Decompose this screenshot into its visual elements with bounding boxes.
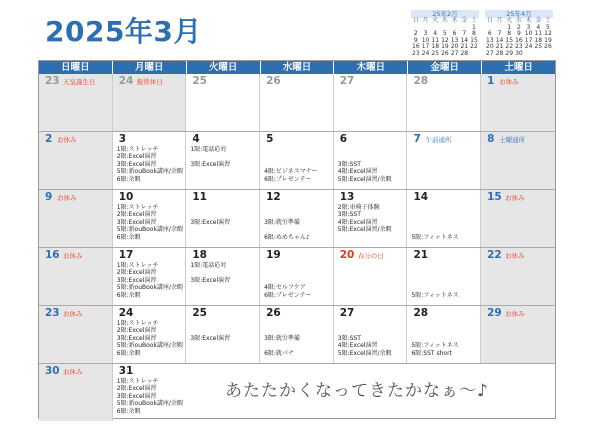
schedule-line — [190, 320, 230, 327]
schedule-line: 5限:新ouBook講座/余暇 — [116, 226, 183, 234]
mini-day: 22 — [505, 43, 514, 51]
day-cell[interactable] — [39, 190, 113, 247]
schedule-line: 3限:Excel演習 — [116, 392, 157, 400]
schedule-line — [190, 350, 230, 357]
class-schedule — [338, 320, 392, 357]
day-number: 6 — [339, 133, 348, 145]
schedule-line: 2限:車椅子体験 — [337, 204, 380, 211]
schedule-line: 1限:ストレッチ — [116, 146, 159, 153]
class-schedule — [117, 378, 183, 415]
mini-day: 27 — [450, 49, 459, 57]
day-number: 7 — [413, 133, 421, 145]
schedule-line — [190, 284, 230, 291]
mini-day: 17 — [524, 36, 533, 44]
schedule-line: 5限:フィットネス — [411, 342, 459, 350]
class-schedule — [411, 204, 458, 241]
mini-calendar-header: 25年4月 — [485, 10, 553, 18]
day-cell[interactable] — [186, 74, 260, 131]
schedule-line — [411, 226, 458, 233]
mini-day: 29 — [505, 49, 514, 57]
day-number: 12 — [266, 191, 281, 203]
day-cell[interactable] — [407, 248, 481, 305]
mini-weekday: 土 — [470, 17, 477, 24]
day-cell[interactable] — [260, 306, 334, 363]
day-cell[interactable] — [481, 132, 555, 189]
mini-day: 2 — [516, 23, 521, 31]
calendar-week-row — [39, 248, 555, 306]
day-cell[interactable] — [186, 248, 260, 305]
schedule-line: 6限:余暇 — [116, 349, 141, 357]
schedule-line: 5限:Excel演習/余暇 — [337, 349, 392, 357]
schedule-line — [338, 153, 392, 160]
day-number: 15 — [487, 191, 502, 203]
schedule-line: 1限:ストレッチ — [116, 262, 159, 269]
mini-day: 8 — [507, 30, 512, 38]
schedule-line: 3限:SST — [337, 160, 361, 168]
day-cell[interactable] — [407, 132, 481, 189]
day-number: 24 — [118, 307, 134, 319]
day-cell[interactable] — [481, 190, 555, 247]
schedule-line: 1限:ストレッチ — [116, 378, 159, 385]
day-number: 17 — [118, 249, 134, 261]
mini-calendar-week — [485, 51, 553, 58]
day-note: お休み — [57, 194, 77, 202]
schedule-line: 3限:Excel演習 — [116, 218, 157, 226]
mini-day: 14 — [460, 36, 469, 44]
day-cell[interactable] — [407, 190, 481, 247]
day-note: お休み — [63, 310, 83, 318]
schedule-line — [411, 327, 458, 334]
day-number: 2 — [45, 133, 53, 145]
day-cell[interactable] — [113, 248, 187, 305]
schedule-line — [411, 211, 458, 218]
day-cell[interactable] — [260, 132, 334, 189]
message-text: あたたかくなってきたかなぁ～♪ — [225, 381, 489, 401]
day-note: お休み — [63, 368, 83, 376]
day-note: お休み — [505, 252, 525, 260]
mini-day: 12 — [544, 30, 552, 38]
class-schedule — [117, 320, 183, 357]
schedule-line — [411, 320, 458, 327]
mini-day: 19 — [441, 43, 449, 51]
class-schedule — [338, 146, 392, 183]
mini-day: 18 — [431, 43, 440, 51]
day-cell[interactable] — [186, 190, 260, 247]
schedule-line: 4限:セルフケア — [264, 284, 306, 292]
mini-day: 11 — [534, 30, 543, 38]
mini-day: 7 — [497, 30, 502, 38]
mini-day: 17 — [421, 43, 430, 51]
schedule-line: 3限:Excel演習 — [190, 276, 231, 284]
schedule-line: 5限:フィットネス — [411, 233, 459, 241]
mini-day: 6 — [452, 30, 457, 38]
day-number: 28 — [413, 75, 429, 87]
day-cell[interactable] — [481, 74, 555, 131]
class-schedule — [190, 204, 230, 241]
class-schedule — [190, 320, 230, 357]
day-number: 10 — [118, 191, 134, 203]
mini-day: 9 — [413, 36, 418, 44]
mini-day: 24 — [421, 49, 430, 57]
day-number: 19 — [266, 249, 281, 261]
day-note: 振替休日 — [136, 78, 163, 86]
day-cell[interactable] — [39, 132, 113, 189]
day-cell[interactable] — [334, 74, 408, 131]
schedule-line — [190, 269, 230, 276]
schedule-line: 3限:Excel演習 — [190, 334, 231, 342]
mini-day: 27 — [486, 49, 494, 57]
day-number: 29 — [487, 307, 502, 319]
schedule-line — [190, 168, 230, 175]
class-schedule — [117, 146, 183, 183]
schedule-line — [264, 204, 310, 211]
class-schedule — [264, 146, 318, 183]
mini-day: 23 — [515, 43, 523, 51]
mini-day: 12 — [441, 36, 449, 44]
schedule-line: 6限:余暇 — [116, 291, 141, 299]
schedule-line: 3限:SST — [337, 334, 361, 342]
mini-day: 30 — [515, 49, 523, 57]
schedule-line — [411, 277, 458, 284]
mini-day: 10 — [524, 30, 533, 38]
calendar-week-row — [39, 132, 555, 190]
day-number: 21 — [413, 249, 429, 261]
schedule-line: 1限:ストレッチ — [116, 320, 159, 327]
weekday-header — [39, 61, 555, 74]
day-number: 16 — [45, 249, 60, 261]
day-cell[interactable] — [113, 364, 187, 421]
weekday-label: 火曜日 — [187, 61, 261, 74]
mini-day: 9 — [516, 30, 521, 38]
mini-calendar-week — [411, 51, 479, 58]
mini-weekday: 木 — [451, 17, 458, 24]
schedule-line — [190, 204, 230, 211]
schedule-line — [190, 327, 230, 334]
class-schedule — [411, 320, 458, 357]
schedule-line: 3限:SST — [337, 211, 361, 219]
schedule-line: 6限:めめちゃん♪ — [264, 233, 310, 241]
day-cell[interactable] — [334, 190, 408, 247]
day-number: 8 — [487, 133, 495, 145]
weekday-label: 日曜日 — [39, 61, 113, 74]
schedule-line — [264, 342, 300, 349]
schedule-line: 2限:Excel演習 — [116, 211, 157, 219]
mini-weekday: 火 — [506, 17, 513, 24]
day-number: 27 — [339, 307, 355, 319]
calendar-week-row — [39, 190, 555, 248]
schedule-line — [190, 153, 230, 160]
day-cell[interactable] — [186, 306, 260, 363]
mini-day: 20 — [486, 43, 494, 51]
day-cell[interactable] — [260, 248, 334, 305]
schedule-line: 6限:余暇 — [116, 175, 141, 183]
class-schedule — [264, 262, 312, 299]
mini-day: 16 — [515, 36, 523, 44]
day-cell[interactable] — [334, 248, 408, 305]
schedule-line: 4限:Excel演習 — [337, 218, 378, 226]
schedule-line: 2限:Excel演習 — [116, 385, 157, 393]
schedule-line: 5限:フィットネス — [411, 291, 459, 299]
mini-day: 20 — [450, 43, 459, 51]
mini-weekday: 土 — [544, 17, 551, 24]
schedule-line — [411, 262, 458, 269]
day-number: 30 — [45, 365, 60, 377]
schedule-line — [190, 211, 230, 218]
day-note: 天皇誕生日 — [63, 78, 96, 86]
mini-weekday: 水 — [515, 17, 522, 24]
mini-day: 13 — [450, 36, 459, 44]
schedule-line — [264, 320, 300, 327]
mini-day: 13 — [486, 36, 494, 44]
schedule-line: 6限:就パナ — [264, 349, 294, 357]
schedule-line: 2限:Excel演習 — [116, 153, 157, 161]
schedule-line: 5限:新ouBook講座/余暇 — [116, 342, 183, 350]
schedule-line — [190, 176, 230, 183]
day-number: 31 — [118, 365, 134, 377]
weekday-label: 水曜日 — [261, 61, 335, 74]
mini-day: 19 — [544, 36, 552, 44]
day-note: お休み — [505, 310, 525, 318]
day-number: 28 — [413, 307, 429, 319]
schedule-line — [264, 146, 318, 153]
day-number: 3 — [118, 133, 126, 145]
mini-day: 25 — [431, 49, 440, 57]
schedule-line: 3限:Excel演習 — [116, 276, 157, 284]
mini-day: 5 — [546, 23, 550, 31]
day-cell[interactable] — [39, 74, 113, 131]
day-number: 9 — [45, 191, 53, 203]
day-number: 22 — [487, 249, 502, 261]
mini-day: 21 — [460, 43, 469, 51]
schedule-line: 2限:Excel演習 — [116, 327, 157, 335]
class-schedule — [264, 320, 300, 357]
day-cell[interactable] — [334, 306, 408, 363]
mini-day — [469, 51, 479, 58]
schedule-line: 4限:ビジネスマナー — [264, 168, 318, 176]
schedule-line — [264, 226, 310, 233]
schedule-line: 5限:新ouBook講座/余暇 — [116, 284, 183, 292]
schedule-line: 3限:就労準備 — [264, 218, 300, 226]
mini-day: 10 — [421, 36, 430, 44]
day-cell[interactable] — [113, 190, 187, 247]
day-cell[interactable] — [39, 248, 113, 305]
class-schedule — [264, 204, 310, 241]
day-cell[interactable] — [39, 306, 113, 363]
schedule-line — [264, 327, 300, 334]
schedule-line: 3限:Excel演習 — [190, 218, 231, 226]
mini-day: 22 — [470, 43, 478, 51]
mini-day: 6 — [487, 30, 492, 38]
schedule-line: 5限:Excel演習/余暇 — [337, 175, 392, 183]
day-cell[interactable] — [39, 364, 113, 421]
day-cell[interactable] — [186, 132, 260, 189]
mini-day: 8 — [472, 30, 476, 38]
mini-day — [533, 51, 543, 58]
schedule-line — [338, 146, 392, 153]
day-note: お休み — [499, 78, 519, 86]
mini-weekday: 月 — [422, 17, 429, 24]
day-cell[interactable] — [113, 132, 187, 189]
day-number: 13 — [339, 191, 355, 203]
day-number: 5 — [266, 133, 274, 145]
weekday-label: 金曜日 — [408, 61, 482, 74]
class-schedule — [117, 204, 183, 241]
day-number: 26 — [266, 307, 281, 319]
weekday-label: 月曜日 — [113, 61, 187, 74]
day-number: 4 — [192, 133, 200, 145]
schedule-line: 2限:Excel演習 — [116, 269, 157, 277]
mini-day: 15 — [505, 36, 514, 44]
day-cell[interactable] — [260, 190, 334, 247]
class-schedule — [338, 204, 392, 241]
day-note: お休み — [63, 252, 83, 260]
schedule-line — [338, 327, 392, 334]
mini-weekday: 日 — [486, 17, 493, 24]
schedule-line: 6限:余暇 — [116, 233, 141, 241]
mini-calendar-weekdays — [411, 18, 479, 25]
day-number: 24 — [118, 75, 134, 87]
mini-weekday: 金 — [535, 17, 542, 24]
schedule-line: 5限:Excel演習/余暇 — [337, 226, 392, 234]
day-note: お休み — [57, 136, 77, 144]
mini-day: 16 — [412, 43, 420, 51]
mini-day: 7 — [462, 30, 467, 38]
mini-day: 4 — [536, 23, 541, 31]
schedule-line — [338, 234, 392, 241]
schedule-line: 3限:就労準備 — [264, 334, 300, 342]
mini-day — [543, 51, 553, 58]
schedule-line: 3限:Excel演習 — [190, 160, 231, 168]
class-schedule — [117, 262, 183, 299]
day-cell[interactable] — [481, 248, 555, 305]
mini-weekday: 金 — [461, 17, 468, 24]
mini-day: 24 — [524, 43, 533, 51]
mini-day: 18 — [534, 36, 543, 44]
weekday-label: 木曜日 — [334, 61, 408, 74]
page-title: 2025年3月 — [45, 15, 202, 48]
schedule-line: 6限:プレゼンテー — [264, 175, 312, 183]
mini-weekday: 月 — [496, 17, 503, 24]
mini-day: 28 — [460, 49, 469, 57]
day-cell[interactable] — [113, 306, 187, 363]
mini-day: 15 — [470, 36, 478, 44]
mini-day: 4 — [433, 30, 438, 38]
day-number: 23 — [45, 307, 60, 319]
month-calendar — [38, 60, 556, 419]
schedule-line — [264, 262, 312, 269]
mini-weekday: 日 — [412, 17, 419, 24]
schedule-line — [190, 342, 230, 349]
schedule-line — [264, 153, 318, 160]
mini-day: 28 — [495, 49, 504, 57]
schedule-line — [338, 320, 392, 327]
schedule-line: 5限:新ouBook講座/余暇 — [116, 400, 183, 408]
calendar-grid — [39, 74, 555, 421]
schedule-line — [264, 211, 310, 218]
mini-day — [524, 51, 534, 58]
mini-weekday: 火 — [432, 17, 439, 24]
schedule-line: 5限:新ouBook講座/余暇 — [116, 168, 183, 176]
schedule-line: 4限:Excel演習 — [337, 342, 378, 350]
day-number: 18 — [192, 249, 207, 261]
mini-calendar-next — [485, 10, 553, 58]
mini-day: 26 — [441, 49, 449, 57]
mini-calendar-header: 25年2月 — [411, 10, 479, 18]
day-number: 27 — [339, 75, 355, 87]
day-number: 23 — [45, 75, 60, 87]
mini-weekday: 水 — [441, 17, 448, 24]
mini-day: 5 — [442, 30, 447, 38]
day-cell[interactable] — [260, 74, 334, 131]
schedule-line: 4限:Excel演習 — [337, 168, 378, 176]
schedule-line: 6限:プレゼンテー — [264, 291, 312, 299]
schedule-line: 6限:余暇 — [116, 407, 141, 415]
mini-day: 21 — [495, 43, 504, 51]
mini-day: 2 — [413, 30, 418, 38]
day-number: 14 — [413, 191, 429, 203]
mini-day: 25 — [534, 43, 543, 51]
schedule-line: 1限:ストレッチ — [116, 204, 159, 211]
day-cell[interactable] — [407, 306, 481, 363]
schedule-line: 6限:SST short — [411, 349, 452, 357]
day-number: 20 — [339, 249, 355, 261]
mini-day: 3 — [423, 30, 428, 38]
schedule-line — [264, 269, 312, 276]
day-number: 25 — [192, 307, 207, 319]
mini-day: 14 — [495, 36, 504, 44]
schedule-line — [190, 292, 230, 299]
day-cell[interactable] — [407, 74, 481, 131]
class-schedule — [190, 146, 230, 183]
schedule-line: 3限:Excel演習 — [116, 160, 157, 168]
mini-day: 11 — [431, 36, 440, 44]
day-cell[interactable] — [481, 306, 555, 363]
day-number: 25 — [192, 75, 207, 87]
mini-weekday: 木 — [525, 17, 532, 24]
schedule-line — [411, 269, 458, 276]
schedule-line: 1限:電話応対 — [190, 146, 227, 153]
mini-day: 3 — [526, 23, 531, 31]
day-note: 午前通所 — [425, 136, 452, 144]
class-schedule — [190, 262, 230, 299]
class-schedule — [411, 262, 458, 299]
schedule-line — [411, 219, 458, 226]
mini-day: 1 — [472, 23, 476, 31]
day-number: 11 — [192, 191, 207, 203]
day-number: 26 — [266, 75, 281, 87]
schedule-line — [411, 284, 458, 291]
mini-day: 1 — [507, 23, 512, 31]
day-note: 春分の日 — [357, 252, 384, 260]
mini-day: 26 — [544, 43, 552, 51]
schedule-line — [190, 234, 230, 241]
weekday-label: 土曜日 — [504, 62, 533, 73]
calendar-week-row — [39, 74, 555, 132]
calendar-week-row — [39, 306, 555, 364]
schedule-line: 1限:電話応対 — [190, 262, 227, 269]
mini-calendar-prev — [411, 10, 479, 58]
day-cell[interactable] — [334, 132, 408, 189]
day-note: 土曜通所 — [499, 136, 526, 144]
day-note: お休み — [505, 194, 525, 202]
schedule-line — [190, 226, 230, 233]
day-number: 1 — [487, 75, 495, 87]
schedule-line — [411, 204, 458, 211]
day-cell[interactable] — [113, 74, 187, 131]
schedule-line: 3限:Excel演習 — [116, 334, 157, 342]
mini-day: 23 — [412, 49, 420, 57]
